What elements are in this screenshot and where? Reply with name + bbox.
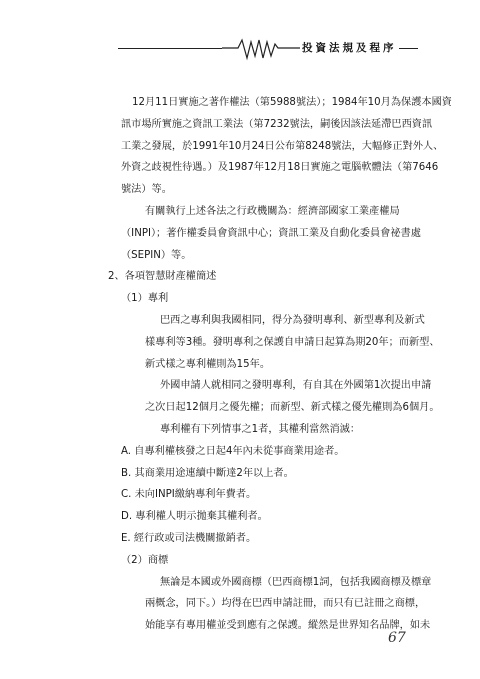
subsection-heading-trademark: （2）商標 xyxy=(121,554,169,566)
text-line: 外資之歧視性待遇。）及1987年12月18日實施之電腦軟體法（第7646 xyxy=(121,162,439,174)
text-line: 巴西之專利與我國相同，得分為發明專利、新型專利及新式 xyxy=(160,315,425,326)
text-line: 專利權有下列情事之1者，其權利當然消滅： xyxy=(160,424,361,435)
list-item: B. 其商業用途連續中斷達2年以上者。 xyxy=(121,467,294,479)
list-item: D. 專利權人明示拋棄其權利者。 xyxy=(121,511,268,523)
text-line: （SEPIN）等。 xyxy=(121,249,192,261)
text-line: 無論是本國或外國商標（巴西商標1詞，包括我國商標及標章 xyxy=(160,576,432,588)
text-line: 12月11日實施之著作權法（第5988號法）；1984年10月為保護本國資 xyxy=(132,97,452,108)
text-line: 新式樣之專利權則為15年。 xyxy=(145,358,271,370)
text-line: 樣專利等3種。發明專利之保護自申請日起算為期20年；而新型、 xyxy=(145,336,440,348)
page-number: 67 xyxy=(388,630,406,646)
text-line: 有關執行上述各法之行政機關為：經濟部國家工業產權局 xyxy=(145,206,400,217)
section-heading: 2、各項智慧財產權簡述 xyxy=(108,271,217,283)
list-item: A. 自專利權核發之日起4年內未從事商業用途者。 xyxy=(121,445,345,457)
text-line: （INPI）；著作權委員會資訊中心；資訊工業及自動化委員會祕書處 xyxy=(121,227,421,239)
text-line: 外國申請人就相同之發明專利，有自其在外國第1次提出申請 xyxy=(160,380,432,392)
text-line: 工業之發展，於1991年10月24日公布第8248號法，大幅修正對外人、 xyxy=(121,140,444,152)
text-line: 兩概念，同下。）均得在巴西申請註冊，而只有已註冊之商標， xyxy=(145,598,426,610)
text-line: 號法）等。 xyxy=(121,184,172,196)
text-line: 之次日起12個月之優先權；而新型、新式樣之優先權則為6個月。 xyxy=(145,402,440,414)
list-item: C. 未向INPI繳納專利年費者。 xyxy=(121,489,257,501)
header-title: 投資法規及程序 xyxy=(302,42,397,54)
text-line: 訊市場所實施之資訊工業法（第7232號法，嗣後因該法延滯巴西資訊 xyxy=(121,118,433,130)
list-item: E. 經行政或司法機關撤銷者。 xyxy=(121,533,257,544)
subsection-heading-patent: （1）專利 xyxy=(121,293,169,305)
heartbeat-wave-icon xyxy=(222,37,300,63)
text-line: 始能享有專用權並受到應有之保護。縱然是世界知名品牌，如未 xyxy=(145,620,431,632)
running-header xyxy=(0,0,480,80)
